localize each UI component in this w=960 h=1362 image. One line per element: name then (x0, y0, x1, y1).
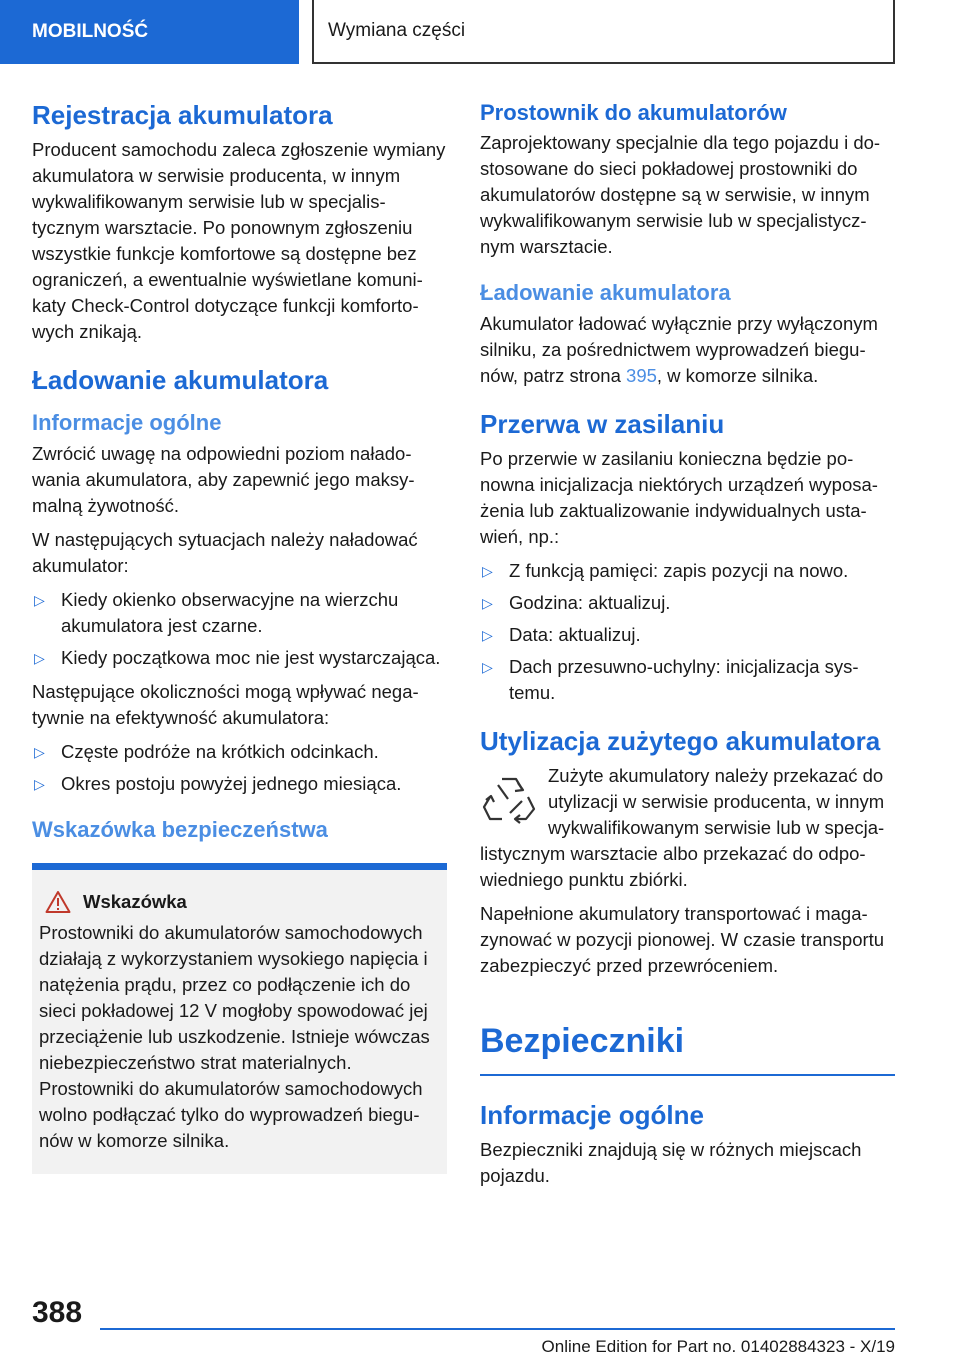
fuses-text: Bezpieczniki znajdują się w różnych miejscach pojazdu. (480, 1139, 862, 1187)
disposal-section (480, 763, 895, 893)
warning-header (39, 890, 437, 914)
rectifier-text: Zaprojektowany specjalnie dla tego pojazdu i dostosowane do sieci pokładowej prostowniki do akumulatorów dostępne są w serwisie, w innym wykwalifikowanym serwisie lub w specjalistycznym warsztacie. (480, 132, 881, 258)
warning-label: Wskazówka (83, 891, 187, 913)
battery-charging-subheading: Ładowanie akumulatora (480, 280, 731, 306)
footer-divider (100, 1328, 895, 1330)
list-item: ▷ Okres postoju powyżej jednego miesiąca. (32, 771, 447, 797)
power-outage-text: Po przerwie w zasilaniu konieczna będzie ponowna inicjalizacja niektórych urządzeń wyposażenia lub zaktualizowanie indywidualnych ustawień, np.: (480, 447, 878, 547)
battery-charging-heading: Ładowanie akumulatora (32, 365, 329, 396)
disposal-heading: Utylizacja zużytego akumulatora (480, 725, 881, 756)
right-column (480, 100, 895, 1197)
triangle-bullet-icon: ▷ (482, 594, 493, 611)
list-item: ▷ Z funkcją pamięci: zapis pozycji na nowo. (480, 558, 895, 584)
triangle-bullet-icon: ▷ (482, 562, 493, 579)
page-395-link[interactable]: 395 (626, 364, 657, 386)
triangle-bullet-icon: ▷ (482, 658, 493, 675)
battery-registration-heading: Rejestracja akumulatora (32, 100, 333, 130)
section-tab[interactable]: MOBILNOŚĆ (0, 0, 299, 64)
fuses-heading: Bezpieczniki (480, 1021, 895, 1076)
charge-situations-text: W następujących sytuacjach należy naładować akumulator: (32, 528, 418, 576)
triangle-bullet-icon: ▷ (34, 743, 45, 760)
warning-text: Prostowniki do akumulatorów samochodowych działają z wykorzystaniem wysokiego napięcia i natężenia prądu, przez co podłączenie ich do sieci pokładowej 12 V mogłoby spowodować jej przeciążenie lub uszkodzenie. Istnieje wówczas niebezpieczeństwo strat materialnych. Prostowniki do akumulatorów samochodowych wolno podłączać tylko do wyprowadzeń biegunów w komorze silnika. (39, 922, 430, 1152)
edition-footer: Online Edition for Part no. 01402884323 - X/19 (541, 1337, 895, 1356)
efficiency-text: Następujące okoliczności mogą wpływać negatywnie na efektywność akumulatora: (32, 680, 419, 728)
warning-triangle-icon (45, 890, 71, 914)
list-item: ▷ Kiedy okienko obserwacyjne na wierzchu akumulatora jest czarne. (34, 588, 399, 636)
charging-text: Akumulator ładować wyłącznie przy wyłączonym silniku, za pośrednictwem wyprowadzeń biegunów, patrz strona 395, w komorze silnika. (480, 312, 878, 386)
page-number: 388 (32, 1296, 83, 1329)
general-info-heading: Informacje ogólne (32, 410, 222, 436)
chapter-title: Wymiana części (312, 0, 895, 64)
transport-text: Napełnione akumulatory transportować i magazynować w pozycji pionowej. W czasie transportu zabezpieczyć przed przewróceniem. (480, 903, 885, 977)
triangle-bullet-icon: ▷ (34, 591, 45, 608)
rectifier-heading: Prostownik do akumulatorów (480, 100, 787, 125)
left-column (32, 100, 447, 1174)
safety-note-heading: Wskazówka bezpieczeństwa (32, 816, 328, 842)
general-info-text: Zwrócić uwagę na odpowiedni poziom naładowania akumulatora, aby zapewnić jego maksymalną żywotność. (32, 442, 415, 516)
warning-box (32, 863, 447, 1174)
list-item: ▷ Kiedy początkowa moc nie jest wystarczająca. (32, 645, 447, 671)
list-item: ▷ Godzina: aktualizuj. (480, 590, 895, 616)
charge-situations-list (32, 587, 447, 671)
list-item: ▷ Dach przesuwno-uchylny: inicjalizacja systemu. (482, 655, 859, 703)
power-outage-heading: Przerwa w zasilaniu (480, 408, 725, 439)
list-item: ▷ Data: aktualizuj. (480, 622, 895, 648)
list-item: ▷ Częste podróże na krótkich odcinkach. (32, 739, 447, 765)
triangle-bullet-icon: ▷ (34, 649, 45, 666)
power-outage-list (480, 558, 895, 706)
disposal-text: Zużyte akumulatory należy przekazać do utylizacji w serwisie producenta, w innym wykwalifikowanym serwisie lub w specjalistycznym warsztacie albo przekazać do odpowiedniego punktu zbiórki. (480, 765, 885, 891)
triangle-bullet-icon: ▷ (34, 775, 45, 792)
triangle-bullet-icon: ▷ (482, 626, 493, 643)
efficiency-list (32, 739, 447, 797)
recycle-icon (480, 769, 538, 827)
battery-registration-text: Producent samochodu zaleca zgłoszenie wymiany akumulatora w serwisie producenta, w innym wykwalifikowanym serwisie lub w specjalistycznym warsztacie. Po ponownym zgłoszeniu wszystkie funkcje komfortowe są dostępne bez ograniczeń, a ewentualnie wyświetlane komunikaty Check-Control dotyczące funkcji komfortowych znikają. (32, 139, 446, 343)
fuses-general-heading: Informacje ogólne (480, 1099, 704, 1130)
